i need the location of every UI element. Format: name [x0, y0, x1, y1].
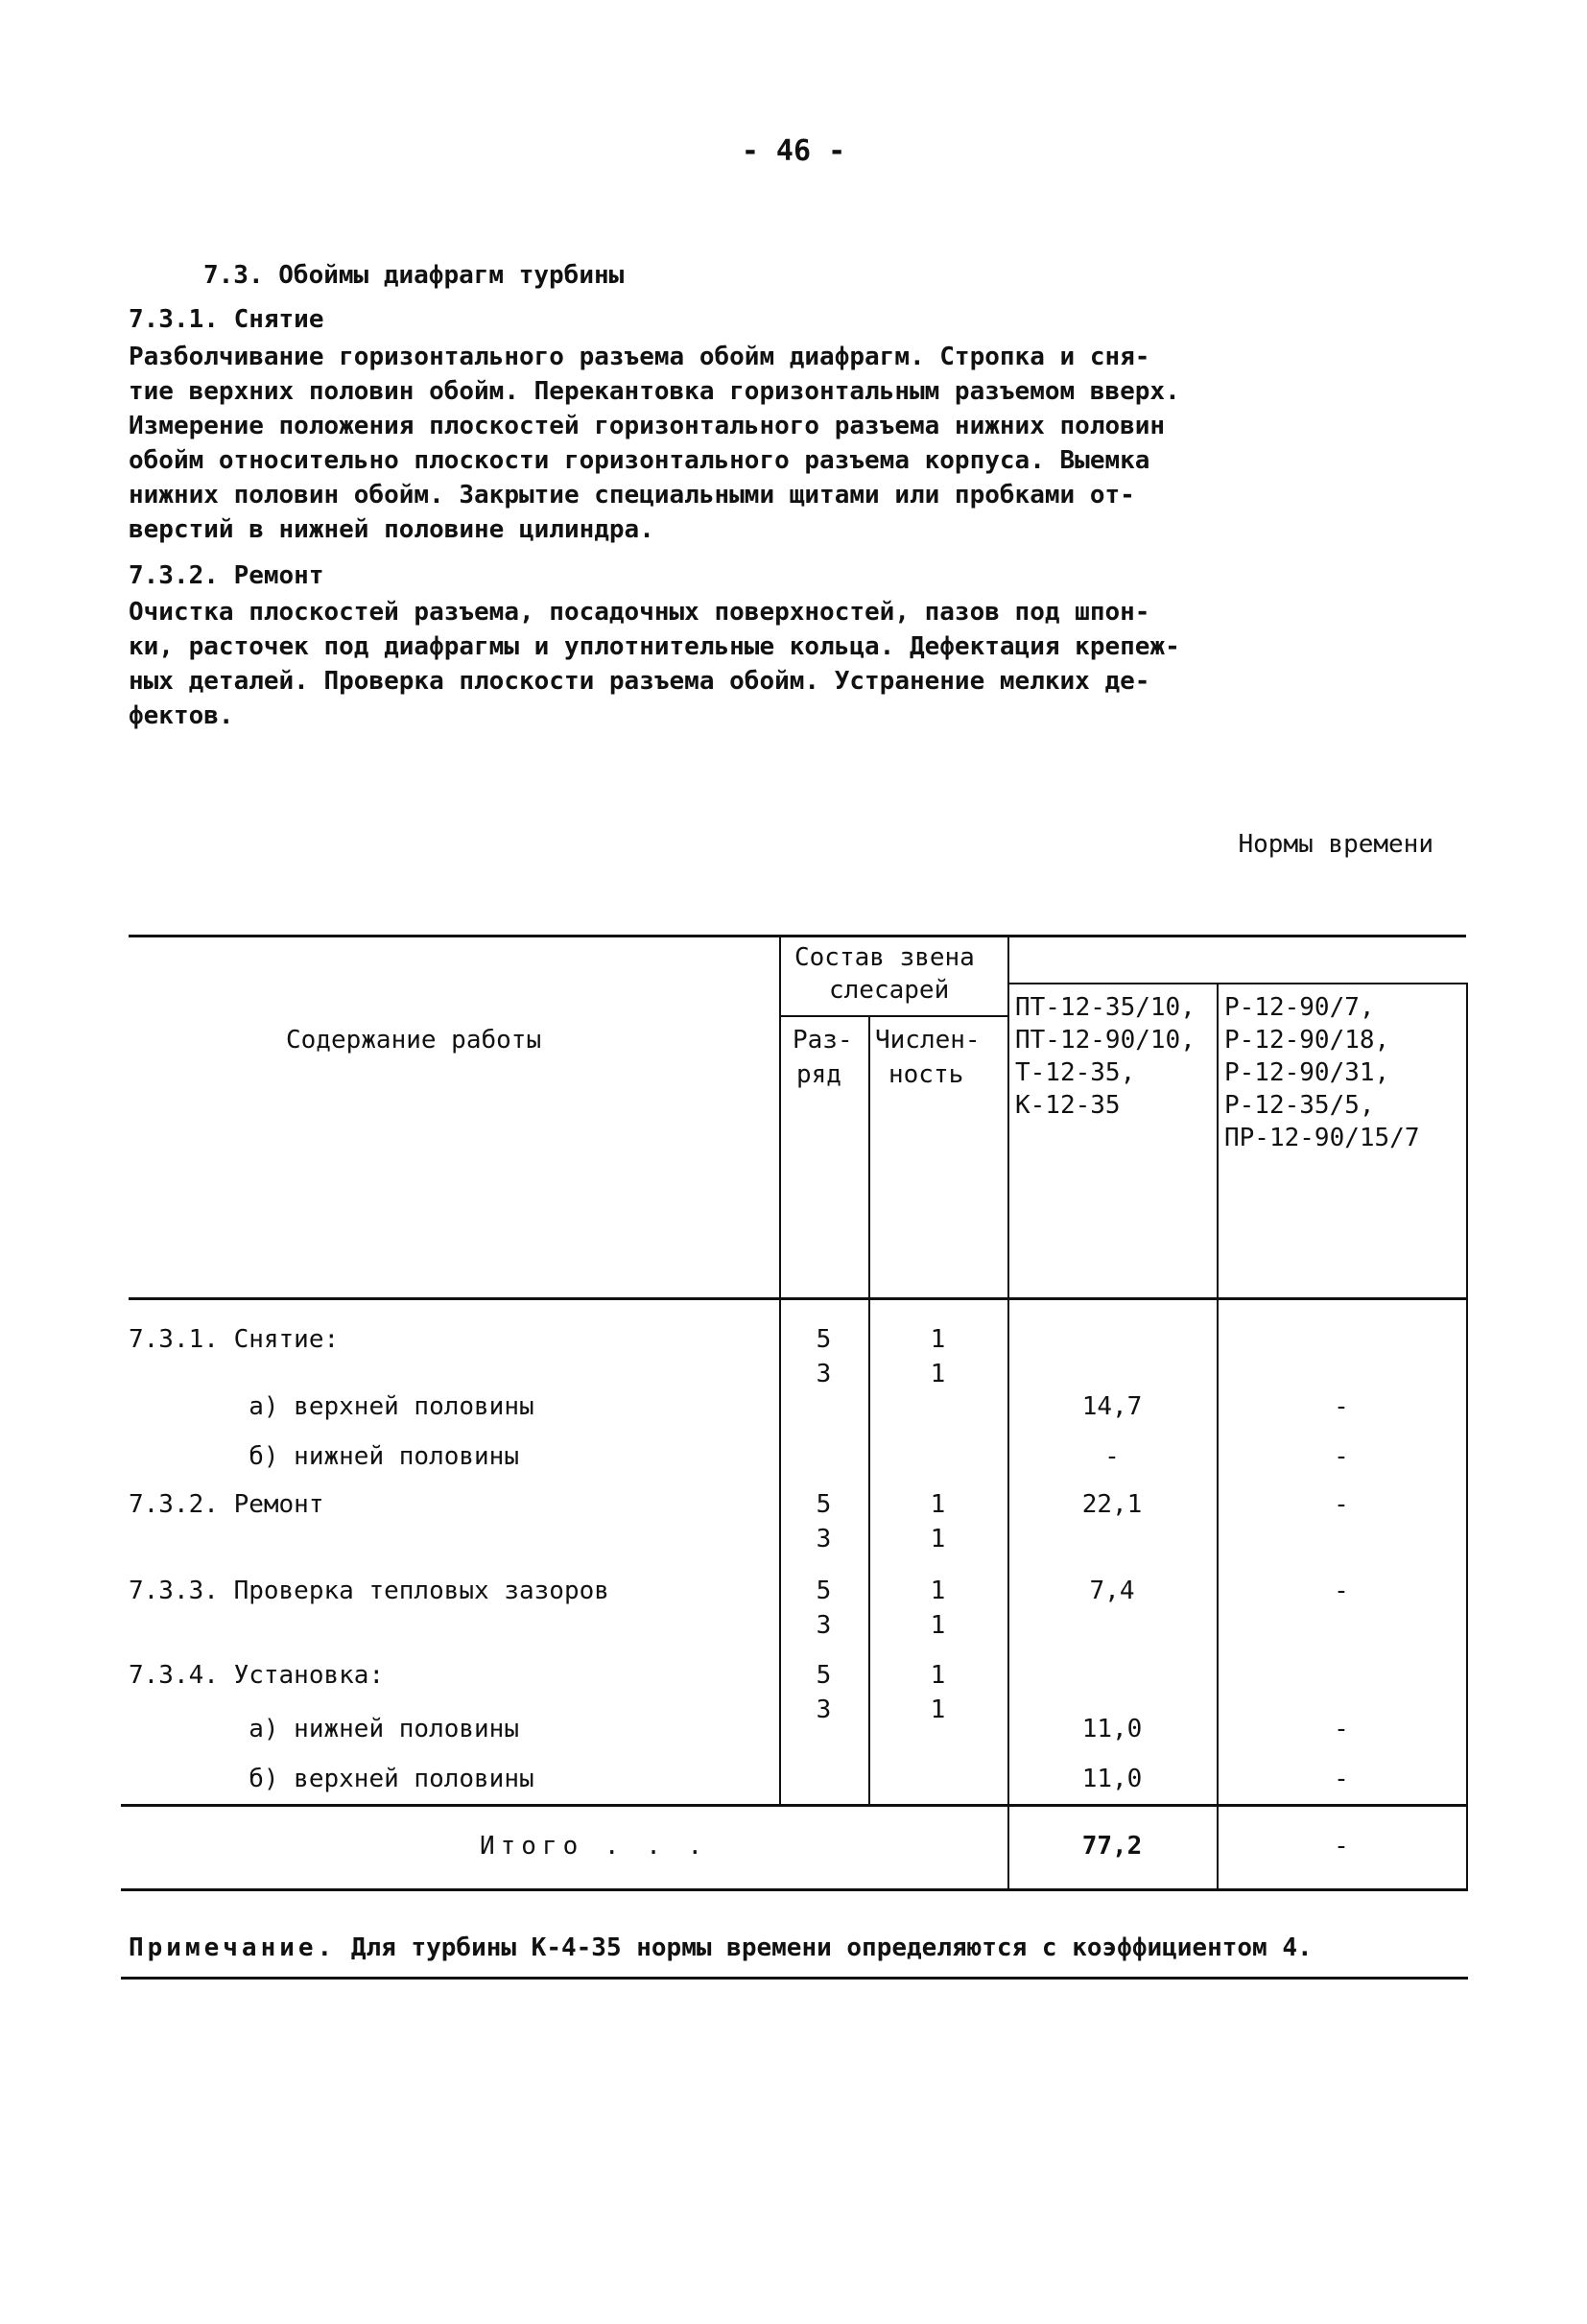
header-rank: ряд — [796, 1060, 841, 1089]
table-row-value-a: 22,1 — [1081, 1490, 1143, 1519]
text-line: ных деталей. Проверка плоскости разъема обойм. Устранение мелких де- — [129, 667, 1150, 696]
table-row-label: б) верхней половины — [129, 1765, 534, 1793]
subsection-title-removal: 7.3.1. Снятие — [129, 305, 324, 334]
table-row-rank: 5 3 — [816, 1577, 832, 1640]
table-row-value-a: - — [1104, 1442, 1120, 1471]
table-row-label: 7.3.4. Установка: — [129, 1661, 385, 1690]
table-row-value-a: 11,0 — [1081, 1715, 1143, 1743]
table-rule — [1007, 983, 1468, 984]
header-turbines-a: К-12-35 — [1015, 1091, 1121, 1120]
header-turbines-b: Р-12-90/18, — [1224, 1026, 1390, 1055]
text-line: Измерение положения плоскостей горизонтального разъема нижних половин — [129, 412, 1166, 440]
header-content: Содержание работы — [286, 1026, 542, 1055]
table-row-count: 1 1 — [930, 1577, 946, 1640]
header-turbines-b: Р-12-90/7, — [1224, 993, 1375, 1022]
header-turbines-a: Т-12-35, — [1015, 1058, 1136, 1087]
text-line: верстий в нижней половине цилиндра. — [129, 515, 654, 544]
header-turbines-b: Р-12-35/5, — [1224, 1091, 1375, 1120]
table-row-rank: 5 3 — [816, 1661, 832, 1724]
header-crew: Состав звена — [794, 943, 975, 972]
text-line: Разболчивание горизонтального разъема обойм диафрагм. Стропка и сня- — [129, 343, 1150, 371]
text-line: фектов. — [129, 701, 234, 730]
text-line: нижних половин обойм. Закрытие специальными щитами или пробками от- — [129, 481, 1135, 510]
table-bottom-rule — [121, 1888, 1468, 1891]
table-row-rank: 5 3 — [816, 1490, 832, 1553]
table-rule — [779, 1015, 1007, 1017]
note-underline — [121, 1977, 1468, 1980]
total-value-a: 77,2 — [1081, 1832, 1143, 1861]
table-row-label: 7.3.1. Снятие: — [129, 1325, 340, 1354]
table-row-count: 1 1 — [930, 1325, 946, 1388]
header-turbines-b: Р-12-90/31, — [1224, 1058, 1390, 1087]
table-top-rule — [129, 935, 1466, 937]
table-row-value-a: 11,0 — [1081, 1765, 1143, 1793]
header-count: ность — [888, 1060, 964, 1089]
table-row-value-b: - — [1334, 1442, 1349, 1471]
page-number: - 46 - — [741, 134, 846, 168]
table-header-rule — [129, 1297, 1466, 1300]
total-label: Итого . . . — [480, 1832, 709, 1861]
table-body-bottom-rule — [121, 1804, 1468, 1807]
section-title: 7.3. Обоймы диафрагм турбины — [203, 261, 625, 290]
table-row-value-b: - — [1334, 1392, 1349, 1421]
header-rank: Раз- — [793, 1026, 853, 1055]
header-turbines-a: ПТ-12-35/10, — [1015, 993, 1196, 1022]
header-count: Числен- — [875, 1026, 981, 1055]
table-row-value-b: - — [1334, 1490, 1349, 1519]
total-value-b: - — [1334, 1832, 1349, 1861]
table-row-label: 7.3.2. Ремонт — [129, 1490, 324, 1519]
note-text: Для турбины К-4-35 нормы времени определяются с коэффициентом 4. — [336, 1933, 1313, 1962]
table-row-rank: 5 3 — [816, 1325, 832, 1388]
table-row-value-a: 14,7 — [1081, 1392, 1143, 1421]
table-col-divider — [1466, 983, 1468, 1890]
table-row-label: а) нижней половины — [129, 1715, 519, 1743]
header-turbines-a: ПТ-12-90/10, — [1015, 1026, 1196, 1055]
table-row-count: 1 1 — [930, 1490, 946, 1553]
table-row-value-b: - — [1334, 1765, 1349, 1793]
table-row-label: 7.3.3. Проверка тепловых зазоров — [129, 1577, 609, 1605]
note-label: Примечание. — [129, 1933, 337, 1962]
header-crew: слесарей — [829, 976, 950, 1005]
text-line: ки, расточек под диафрагмы и уплотнительные кольца. Дефектация крепеж- — [129, 632, 1180, 661]
table-row-value-b: - — [1334, 1715, 1349, 1743]
subsection-title-repair: 7.3.2. Ремонт — [129, 561, 324, 590]
norms-label: Нормы времени — [1238, 830, 1433, 859]
table-row-label: а) верхней половины — [129, 1392, 534, 1421]
text-line: Очистка плоскостей разъема, посадочных поверхностей, пазов под шпон- — [129, 598, 1150, 627]
table-row-label: б) нижней половины — [129, 1442, 519, 1471]
table-row-value-b: - — [1334, 1577, 1349, 1605]
text-line: тие верхних половин обойм. Перекантовка горизонтальным разъемом вверх. — [129, 377, 1180, 406]
note — [129, 1933, 1313, 1962]
header-turbines-b: ПР-12-90/15/7 — [1224, 1124, 1420, 1152]
text-line: обойм относительно плоскости горизонтального разъема корпуса. Выемка — [129, 446, 1150, 475]
table-col-divider — [1217, 983, 1219, 1890]
table-row-value-a: 7,4 — [1089, 1577, 1135, 1605]
table-row-count: 1 1 — [930, 1661, 946, 1724]
